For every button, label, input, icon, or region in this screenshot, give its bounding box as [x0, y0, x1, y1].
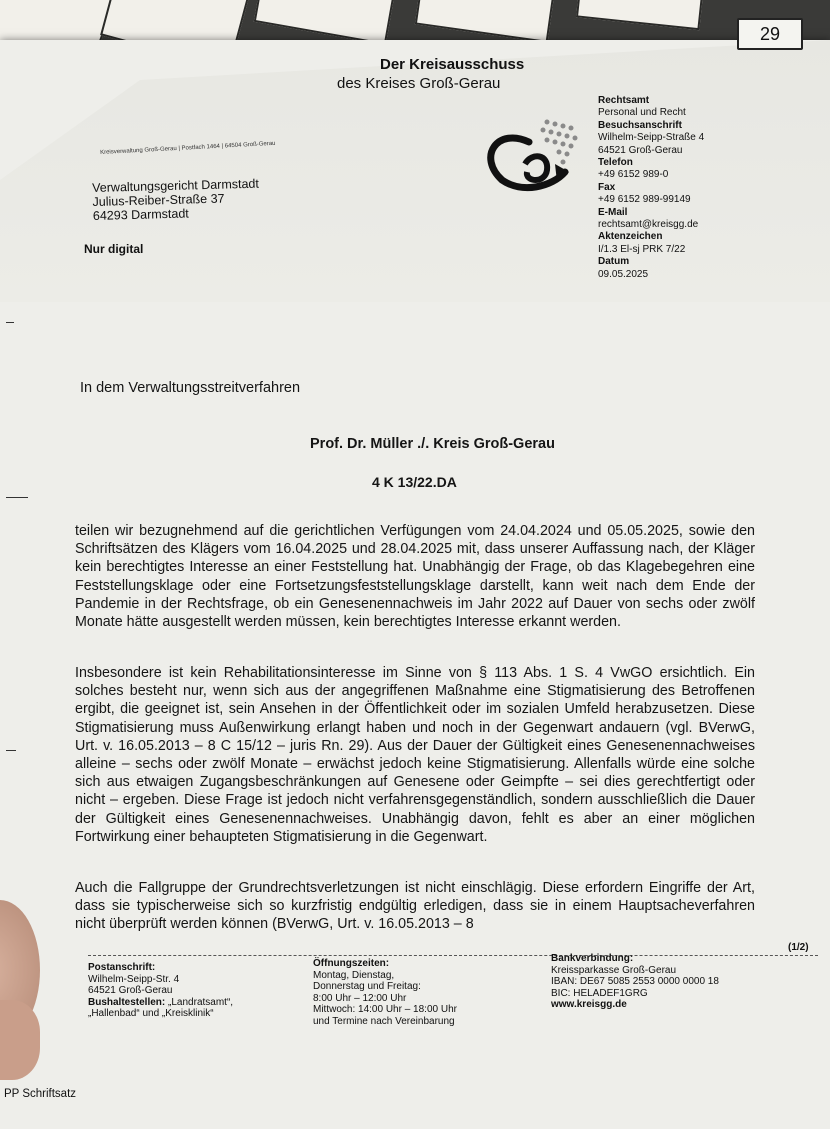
recipient-line: Julius-Reiber-Straße 37: [92, 191, 225, 209]
sender-info-item: Datum 09.05.2025: [598, 256, 649, 280]
sender-info-block: [598, 95, 788, 281]
recipient-line: 64293 Darmstadt: [92, 206, 189, 223]
return-address: Kreisverwaltung Groß-Gerau | Postfach 1464 | 64504 Groß-Gerau: [100, 140, 276, 156]
bottom-note: PP Schriftsatz: [4, 1088, 77, 1100]
page-of-label: (1/2): [788, 942, 809, 953]
recipient-address: [92, 177, 260, 223]
background-tile: [254, 0, 401, 45]
sender-info-item: Aktenzeichen I/1.3 El-sj PRK 7/22: [598, 231, 686, 255]
footer-bank: Bankverbindung: Kreissparkasse Groß-Gerau IBAN: DE67 5085 2553 0000 0000 18 BIC: HELADEF1GRG www.kreisgg.de: [551, 953, 719, 1010]
delivery-note: Nur digital: [84, 242, 144, 256]
body-paragraph: Insbesondere ist kein Rehabilitationsinteresse im Sinne von § 113 Abs. 1 S. 4 VwGO ersichtlich. Ein solches besteht nur, wenn sich aus der angegriffenen Maßnahme eine Stigmatisierung des Betroffenen ergibt, die geeignet ist, sein Ansehen in der Öffentlichkeit oder im sozialen Umfeld herabzusetzen. Diese Stigmatisierung muss Außenwirkung erlangt haben und noch in der Gegenwart andauern (vgl. BVerwG, Urt. v. 16.05.2013 – 8 C 15/12 – juris Rn. 29). Aus der Dauer der Gültigkeit eines Genesenennachweises alleine – sechs oder zwölf Monate – erwächst jedoch keine Stigmatisierung. Allenfalls würde eine solche sich aus etwaigen Zugangsbeschränkungen auf Genesene oder Geimpfte – sei dies gerechtfertigt oder nicht – ergeben. Diese Frage ist jedoch nicht verfahrensgegenständlich, sondern ausschließlich die Dauer der Gültigkeit eines Genesenennachweises. Unabhängig davon, fehlt es aber an einer möglichen Fortwirkung einer behaupteten Stigmatisierung in die Gegenwart.: [75, 665, 755, 845]
authority-subtitle: des Kreises Groß-Gerau: [337, 75, 501, 92]
fold-mark: [6, 497, 28, 498]
sender-info-item: Telefon +49 6152 989-0: [598, 157, 669, 181]
footer-hours: Öffnungszeiten: Montag, Dienstag, Donnerstag und Freitag: 8:00 Uhr – 12:00 Uhr Mittwoch: 14:00 Uhr – 18:00 Uhr und Termine nach Vereinbarung: [313, 958, 457, 1027]
sender-info-item: Rechtsamt Personal und Recht: [598, 95, 686, 119]
fold-mark: [6, 750, 16, 751]
fold-mark: [6, 322, 14, 323]
sender-info-item: Besuchsanschrift Wilhelm-Seipp-Straße 4 64521 Groß-Gerau: [598, 119, 705, 156]
body-paragraph: teilen wir bezugnehmend auf die gerichtlichen Verfügungen vom 24.04.2024 und 05.05.2025, sowie den Schriftsätzen des Klägers vom 16.04.2025 und 28.04.2025 mit, dass unserer Auffassung nach, der Kläger kein berechtigtes Interesse an einer Feststellung hat. Unabhängig der Frage, ob das Klagebegehren eine Feststellungsklage oder eine Fortsetzungsfeststellungsklage darstellt, kann weit nach dem Ende der Pandemie in der Rechtsfrage, ob ein Genesenennachweis im Jahr 2022 auf Dauer von sechs oder zwölf Monate hätte ausgestellt werden müssen, kein berechtigtes Interesse erkannt werden.: [75, 523, 755, 631]
recipient-line: Verwaltungsgericht Darmstadt: [92, 176, 260, 195]
case-parties: Prof. Dr. Müller ./. Kreis Groß-Gerau: [310, 436, 555, 452]
district-logo-icon: [477, 112, 587, 202]
authority-title: Der Kreisausschuss: [380, 56, 525, 73]
sender-info-item: E-Mail rechtsamt@kreisgg.de: [598, 206, 699, 231]
background-tile: [576, 0, 708, 30]
sender-info-item: Fax +49 6152 989-99149: [598, 181, 691, 206]
page-number-label: 29: [737, 18, 803, 50]
intro-line: In dem Verwaltungsstreitverfahren: [80, 380, 301, 396]
website-link[interactable]: www.kreisgg.de: [551, 999, 627, 1010]
body-paragraph: Auch die Fallgruppe der Grundrechtsverletzungen ist nicht einschlägig. Diese erfordern Eingriffe der Art, dass sie typischerweise sich so kurzfristig endgültig erledigen, dass sie in einem Hauptsacheverfahren nicht überprüft werden können (BVerwG, Urt. v. 16.05.2013 – 8: [75, 880, 755, 933]
footer-postal: Postanschrift: Wilhelm-Seipp-Str. 4 64521 Groß-Gerau Bushaltestellen: „Landratsamt“, „Hallenbad“ und „Kreisklinik“: [88, 962, 234, 1019]
case-number: 4 K 13/22.DA: [372, 474, 457, 490]
background-tile: [415, 0, 559, 43]
